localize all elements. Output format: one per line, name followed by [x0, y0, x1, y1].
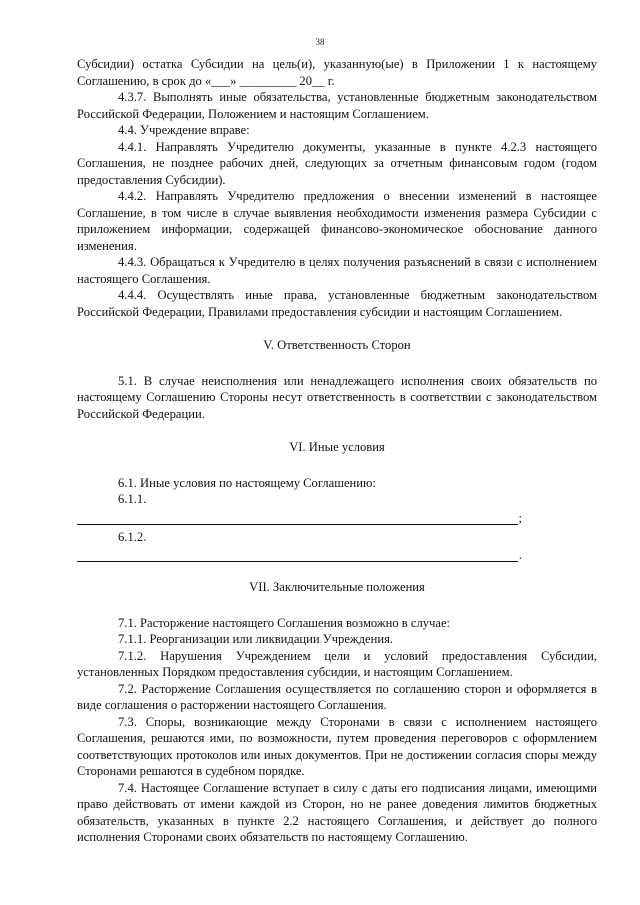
paragraph-4-4-3: 4.4.3. Обращаться к Учредителю в целях получения разъяснений в связи с исполнением настоящего Соглашения. [77, 255, 597, 286]
paragraph-4-4-1: 4.4.1. Направлять Учредителю документы, указанные в пункте 4.2.3 настоящего Соглашения, не позднее рабочих дней, следующих за отчетным финансовым годом (годом предоставления Субсидии). [77, 139, 597, 187]
paragraph-7-1: 7.1. Расторжение настоящего Соглашения возможно в случае: [118, 615, 451, 630]
paragraph-4-4: 4.4. Учреждение вправе: [118, 123, 250, 137]
line-end-mark: ; [518, 510, 522, 525]
paragraph-5-1: 5.1. В случае неисполнения или ненадлежащего исполнения своих обязательств по настоящему Соглашению Стороны несут ответственность в соответствии с законодательством Российской Федерации. [77, 373, 597, 421]
blank-fill-line-6-1-1 [77, 510, 522, 525]
blank-underline [77, 551, 518, 562]
document-body [77, 56, 597, 846]
paragraph-6-1: 6.1. Иные условия по настоящему Соглашению: [118, 475, 376, 490]
blank-fill-line-6-1-2 [77, 547, 522, 562]
paragraph-7-2: 7.2. Расторжение Соглашения осуществляется по соглашению сторон и оформляется в виде соглашения о расторжении настоящего Соглашения. [77, 681, 597, 712]
paragraph-6-1-2: 6.1.2. [118, 529, 147, 544]
paragraph-7-1-2: 7.1.2. Нарушения Учреждением цели и условий предоставления Субсидии, установленных Порядком предоставления субсидии, и настоящим Соглашением. [77, 648, 597, 679]
paragraph-7-4: 7.4. Настоящее Соглашение вступает в силу с даты его подписания лицами, имеющими право действовать от имени каждой из Сторон, но не ранее доведения лимитов бюджетных обязательств, указанных в пункте 2.2 настоящего Соглашения, и действует до полного исполнения Сторонами своих обязательств по настоящему Соглашению. [77, 780, 597, 844]
paragraph-subsidy-remainder: Субсидии) остатка Субсидии на цель(и), указанную(ые) в Приложении 1 к настоящему Соглашению, в срок до «___» _________ 20__ г. [77, 57, 597, 88]
page-number: 38 [315, 37, 325, 47]
paragraph-6-1-1: 6.1.1. [118, 492, 147, 506]
paragraph-4-4-2: 4.4.2. Направлять Учредителю предложения о внесении изменений в настоящее Соглашение, в том числе в случае выявления необходимости изменения размера Субсидии с приложением информации, содержащей финансово-экономическое обоснование данного изменения. [77, 189, 597, 253]
blank-underline [77, 514, 518, 525]
paragraph-4-4-4: 4.4.4. Осуществлять иные права, установленные бюджетным законодательством Российской Федерации, Правилами предоставления субсидии и настоящим Соглашением. [77, 288, 597, 319]
section-heading-responsibility: V. Ответственность Сторон [263, 338, 411, 352]
section-heading-other-terms: VI. Иные условия [289, 440, 385, 454]
paragraph-7-1-1: 7.1.1. Реорганизации или ликвидации Учреждения. [118, 632, 394, 646]
paragraph-4-3-7: 4.3.7. Выполнять иные обязательства, установленные бюджетным законодательством Российской Федерации, Положением и настоящим Соглашением. [77, 90, 597, 121]
section-heading-final-provisions: VII. Заключительные положения [249, 580, 425, 594]
line-end-mark: . [518, 548, 522, 562]
paragraph-7-3: 7.3. Споры, возникающие между Сторонами в связи с исполнением настоящего Соглашения, решаются ими, по возможности, путем проведения переговоров с оформлением соответствующих протоколов или иных документов. При не достижении согласия споры между Сторонами решаются в судебном порядке. [77, 714, 597, 778]
